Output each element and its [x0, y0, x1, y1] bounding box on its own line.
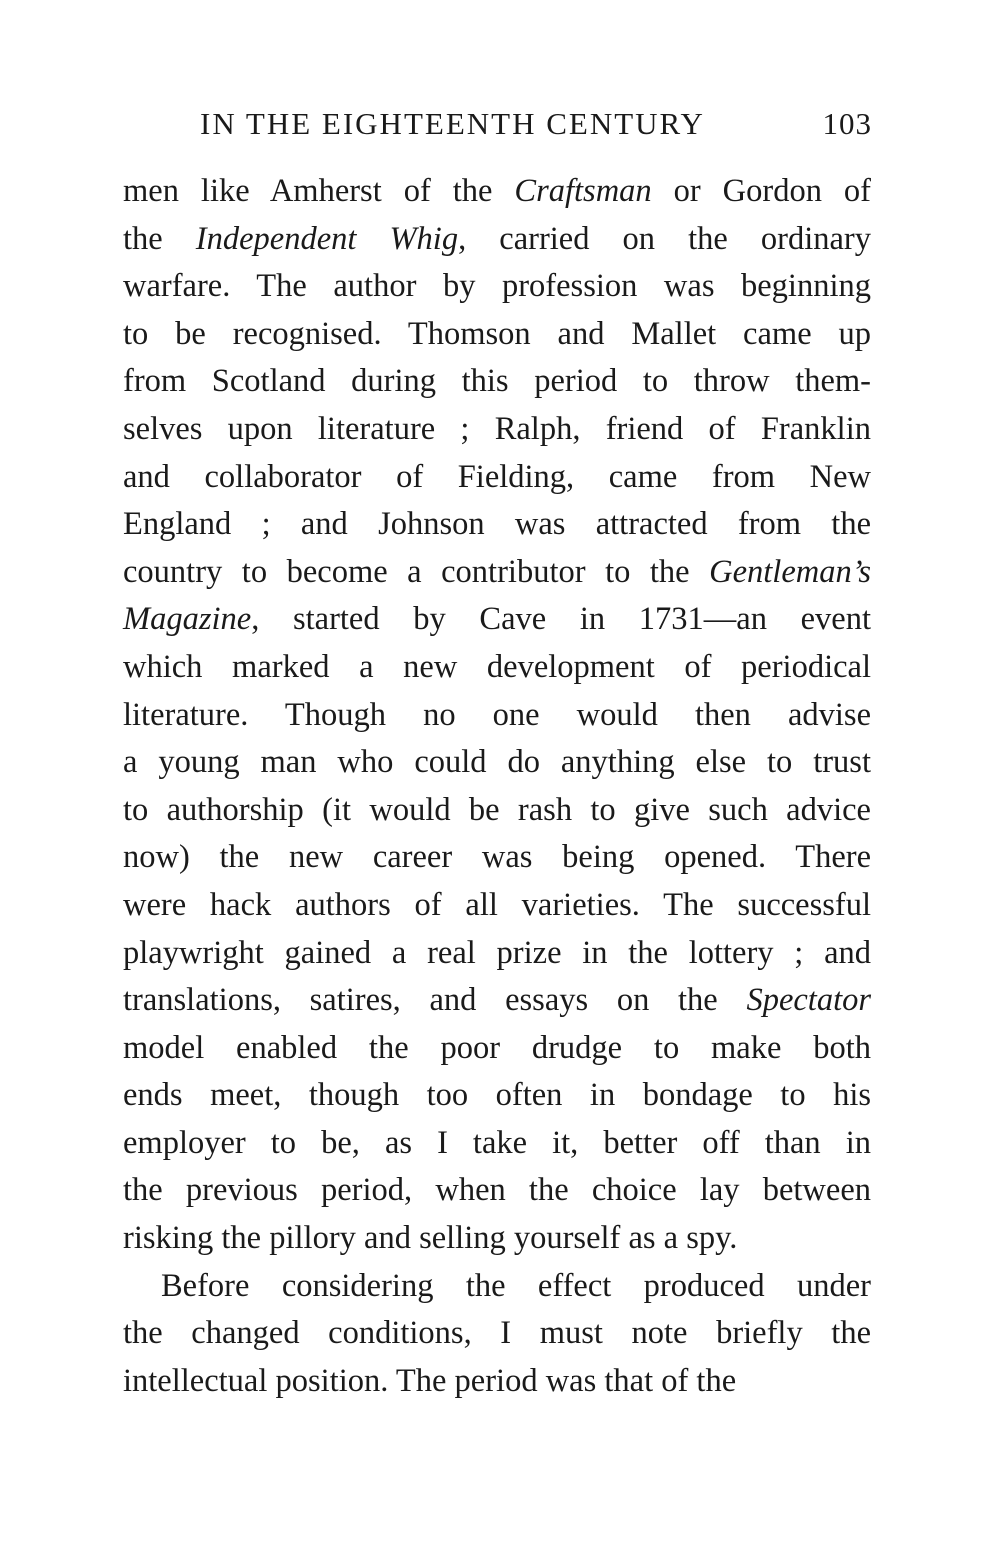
text-segment: ends meet, though too often in bondage to his	[123, 1077, 871, 1114]
text-line	[123, 1025, 871, 1073]
text-segment: the	[123, 220, 196, 257]
text-segment: Before considering the effect produced under	[161, 1267, 871, 1304]
text-line	[123, 216, 871, 264]
italic-title: Magazine	[123, 601, 252, 638]
text-segment: England ; and Johnson was attracted from the	[123, 506, 871, 543]
text-line	[123, 1263, 871, 1311]
text-line	[123, 263, 871, 311]
text-line	[123, 1215, 871, 1263]
running-title: IN THE EIGHTEENTH CENTURY	[200, 106, 705, 141]
text-line	[123, 977, 871, 1025]
text-segment: and collaborator of Fielding, came from New	[123, 458, 871, 495]
text-line	[123, 358, 871, 406]
text-line	[123, 1167, 871, 1215]
text-line	[123, 692, 871, 740]
body-text	[123, 168, 871, 1405]
text-segment: to be recognised. Thomson and Mallet came up	[123, 315, 871, 352]
text-segment: employer to be, as I take it, better off than in	[123, 1124, 871, 1161]
text-segment: playwright gained a real prize in the lottery ; and	[123, 934, 871, 971]
text-line	[123, 1310, 871, 1358]
text-segment: or Gordon of	[651, 173, 871, 209]
text-line	[123, 596, 871, 644]
text-segment: now) the new career was being opened. There	[123, 839, 871, 876]
text-segment: a young man who could do anything else to trust	[123, 744, 871, 781]
text-line	[123, 454, 871, 502]
text-segment: translations, satires, and essays on the	[123, 982, 747, 1019]
text-segment: selves upon literature ; Ralph, friend of Franklin	[123, 410, 871, 447]
italic-title: Independent Whig	[195, 220, 459, 257]
text-segment: , carried on the ordinary	[458, 220, 871, 257]
italic-title: Spectator	[746, 982, 871, 1019]
text-line	[123, 787, 871, 835]
text-line	[123, 1120, 871, 1168]
page-number: 103	[822, 106, 872, 141]
text-segment: to authorship (it would be rash to give such advice	[123, 791, 871, 828]
text-line	[123, 168, 871, 216]
text-segment: the previous period, when the choice lay between	[123, 1172, 871, 1209]
text-segment: from Scotland during this period to throw them-	[123, 363, 871, 400]
text-line	[123, 834, 871, 882]
text-line	[123, 311, 871, 359]
text-segment: the changed conditions, I must note briefly the	[123, 1315, 871, 1352]
text-segment: warfare. The author by profession was beginning	[123, 268, 871, 305]
text-line	[123, 1358, 871, 1406]
italic-title: Gentleman’s	[709, 553, 871, 590]
text-segment: literature. Though no one would then advise	[123, 696, 871, 733]
text-line	[123, 406, 871, 454]
text-segment: men like Amherst of the	[123, 173, 515, 209]
text-segment: , started by Cave in 1731—an event	[251, 601, 871, 638]
text-segment: model enabled the poor drudge to make both	[123, 1029, 871, 1066]
text-segment: intellectual position. The period was that of the	[123, 1362, 737, 1399]
text-line	[123, 501, 871, 549]
text-line	[123, 739, 871, 787]
italic-title: Craftsman	[514, 173, 652, 209]
text-segment: were hack authors of all varieties. The successful	[123, 886, 871, 923]
text-line	[123, 549, 871, 597]
text-line	[123, 882, 871, 930]
running-head	[200, 100, 872, 148]
text-line	[123, 1072, 871, 1120]
text-line	[123, 930, 871, 978]
text-line	[123, 644, 871, 692]
text-segment: which marked a new development of periodical	[123, 648, 871, 685]
text-segment: country to become a contributor to the	[123, 553, 710, 590]
text-segment: risking the pillory and selling yourself as a spy.	[123, 1220, 738, 1257]
